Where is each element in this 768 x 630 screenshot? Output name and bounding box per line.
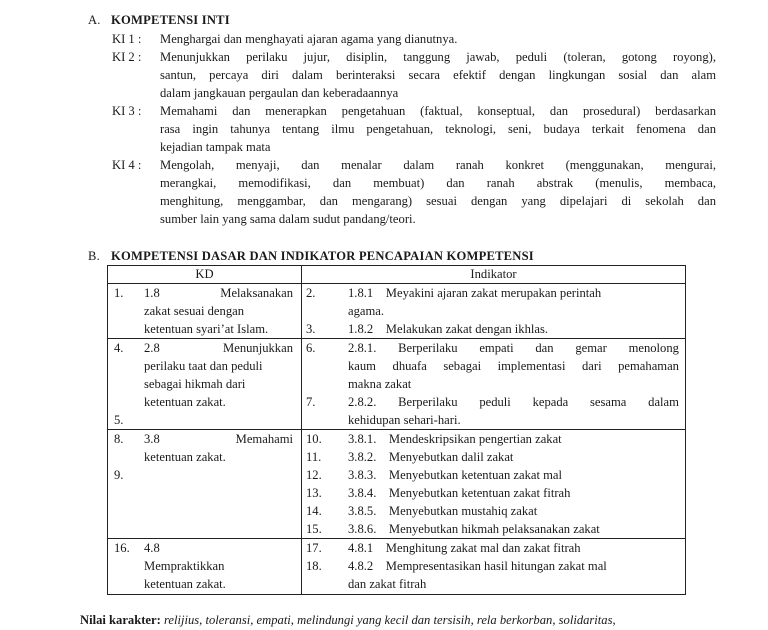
indikator-line — [302, 339, 685, 357]
ki-text-line: kejadian tampak mata — [160, 140, 271, 154]
indikator-number: 3. — [306, 322, 316, 336]
ki-text-line: Menghargai dan menghayati ajaran agama yang dianutnya. — [160, 32, 458, 46]
indikator-text-part: dalam — [648, 395, 679, 409]
kd-number: 9. — [114, 468, 124, 482]
indikator-text: 1.8.2 Melakukan zakat dengan ikhlas. — [348, 322, 549, 336]
indikator-text-part: 2.8.1. — [348, 341, 377, 355]
indikator-text: 3.8.1. Mendeskripsikan pengertian zakat — [348, 432, 562, 446]
ki-text — [160, 102, 716, 156]
indikator-number: 7. — [306, 395, 316, 409]
kd-text — [144, 411, 301, 429]
kd-text — [144, 430, 301, 448]
ki-label: KI 2 : — [112, 50, 142, 64]
nilai-text: relijius, toleransi, empati, melindungi yang kecil dan tersisih, rela berkorban, solidaritas, — [160, 613, 616, 627]
kd-cell — [108, 430, 302, 539]
indikator-line — [302, 448, 685, 466]
indikator-cell — [302, 430, 686, 539]
kd-text-part: Menunjukkan — [223, 341, 293, 355]
ki-text-line: dalam jangkauan pergaulan dan keberadaannya — [160, 86, 399, 100]
indikator-number: 18. — [306, 559, 322, 573]
indikator-line — [302, 520, 685, 538]
indikator-text: 4.8.2 Mempresentasikan hasil hitungan zakat mal — [348, 559, 607, 573]
indikator-text-part: Berperilaku — [398, 341, 458, 355]
indikator-line — [302, 320, 685, 338]
kd-line — [108, 375, 301, 393]
ki-text-line: Memahami dan menerapkan pengetahuan (faktual, konseptual, dan prosedural) berdasarkan — [160, 104, 716, 118]
indikator-line — [302, 484, 685, 502]
indikator-line — [302, 502, 685, 520]
ki-text-line: merangkai, memodifikasi, dan membuat) dan ranah abstrak (menulis, membaca, — [160, 176, 716, 190]
indikator-text: dan zakat fitrah — [348, 577, 427, 591]
kd-cell — [108, 284, 302, 339]
kd-text-part: 2.8 — [144, 341, 160, 355]
indikator-number — [302, 302, 348, 320]
indikator-line — [302, 557, 685, 575]
ki-label: KI 4 : — [112, 158, 142, 172]
kd-number — [108, 302, 144, 320]
ki-text — [160, 30, 716, 48]
kd-text: ketentuan zakat. — [144, 450, 226, 464]
indikator-text-part: 2.8.2. — [348, 395, 377, 409]
kd-line — [108, 539, 301, 557]
kd-line — [108, 466, 301, 484]
indikator-text: 1.8.1 Meyakini ajaran zakat merupakan perintah — [348, 286, 602, 300]
indikator-number — [302, 575, 348, 593]
kd-text: sebagai hikmah dari — [144, 377, 246, 391]
section-b-heading: KOMPETENSI DASAR DAN INDIKATOR PENCAPAIAN KOMPETENSI — [111, 249, 534, 263]
kd-number: 4. — [114, 341, 124, 355]
ki-text — [160, 156, 716, 228]
indikator-text: 3.8.3. Menyebutkan ketentuan zakat mal — [348, 468, 563, 482]
indikator-text: 4.8.1 Menghitung zakat mal dan zakat fitrah — [348, 541, 581, 555]
kd-text — [144, 284, 301, 302]
indikator-number — [302, 375, 348, 393]
kd-number — [108, 575, 144, 593]
indikator-line — [302, 375, 685, 393]
kd-number — [108, 557, 144, 575]
kd-text: 4.8 — [144, 541, 160, 555]
indikator-number: 10. — [306, 432, 322, 446]
ki-item — [112, 102, 716, 156]
kd-number: 16. — [114, 541, 130, 555]
indikator-number: 11. — [306, 450, 322, 464]
kd-text-part: Melaksanakan — [220, 286, 293, 300]
kd-text-part: Memahami — [235, 432, 293, 446]
indikator-number: 2. — [306, 286, 316, 300]
kd-line — [108, 448, 301, 466]
kd-number — [108, 357, 144, 375]
indikator-number — [302, 357, 348, 375]
indikator-text-part: menolong — [628, 341, 679, 355]
indikator-text-part: empati — [479, 341, 514, 355]
kd-line — [108, 357, 301, 375]
kd-number: 5. — [114, 413, 124, 427]
kd-line — [108, 339, 301, 357]
kd-line — [108, 393, 301, 411]
indikator-number: 12. — [306, 468, 322, 482]
kd-number: 1. — [114, 286, 124, 300]
ki-item — [112, 156, 716, 228]
indikator-cell — [302, 339, 686, 430]
kd-cell — [108, 539, 302, 595]
indikator-text-part: implementasi — [497, 359, 566, 373]
ki-text-line: menghitung, menggambar, dan mengarang) sesuai dengan yang dipelajari di sekolah dan — [160, 194, 716, 208]
ki-text-line: rasa ingin tahunya tentang ilmu pengetahuan, teknologi, seni, budaya terkait fenomena dan — [160, 122, 716, 136]
indikator-text: agama. — [348, 304, 385, 318]
table-row — [108, 339, 686, 430]
section-b-title — [88, 247, 534, 265]
indikator-text: kehidupan sehari-hari. — [348, 413, 461, 427]
indikator-number: 13. — [306, 486, 322, 500]
kd-line — [108, 575, 301, 593]
kd-text-part: 3.8 — [144, 432, 160, 446]
kd-number — [108, 393, 144, 411]
section-a-title — [88, 11, 230, 29]
ki-text-line: santun, percaya diri dalam berinteraksi secara efektif dengan lingkungan sosial dan alam — [160, 68, 716, 82]
indikator-text-part: peduli — [479, 395, 511, 409]
indikator-text-part: sebagai — [443, 359, 482, 373]
nilai-label: Nilai karakter: — [80, 613, 161, 627]
indikator-text — [348, 357, 685, 375]
kd-text: perilaku taat dan peduli — [144, 359, 263, 373]
indikator-text-part: pemahaman — [618, 359, 679, 373]
kd-number — [108, 448, 144, 466]
indikator-line — [302, 539, 685, 557]
ki-text-line: sumber lain yang sama dalam sudut pandang/teori. — [160, 212, 416, 226]
indikator-cell — [302, 284, 686, 339]
indikator-number: 17. — [306, 541, 322, 555]
indikator-line — [302, 302, 685, 320]
indikator-text — [348, 393, 685, 411]
kd-line — [108, 320, 301, 338]
kd-number: 8. — [114, 432, 124, 446]
ki-text-line: Menunjukkan perilaku jujur, disiplin, tanggung jawab, peduli (toleran, gotong royong), — [160, 50, 716, 64]
indikator-line — [302, 411, 685, 429]
kd-line — [108, 284, 301, 302]
indikator-text-part: dhuafa — [392, 359, 427, 373]
indikator-line — [302, 393, 685, 411]
indikator-line — [302, 466, 685, 484]
kd-line — [108, 302, 301, 320]
ki-item — [112, 48, 716, 102]
indikator-line — [302, 575, 685, 593]
indikator-number — [302, 411, 348, 429]
kd-cell — [108, 339, 302, 430]
indikator-text: 3.8.5. Menyebutkan mustahiq zakat — [348, 504, 538, 518]
indikator-line — [302, 284, 685, 302]
ki-text — [160, 48, 716, 102]
indikator-text-part: dari — [582, 359, 602, 373]
indikator-text-part: kepada — [532, 395, 569, 409]
kd-text: ketentuan syari’at Islam. — [144, 322, 269, 336]
kd-text-part: 1.8 — [144, 286, 160, 300]
indikator-text-part: gemar — [575, 341, 607, 355]
kd-line — [108, 557, 301, 575]
indikator-text-part: Berperilaku — [398, 395, 458, 409]
indikator-text-part: dan — [535, 341, 554, 355]
nilai-karakter — [80, 611, 616, 629]
table-row — [108, 284, 686, 339]
indikator-number: 14. — [306, 504, 322, 518]
kd-line — [108, 430, 301, 448]
indikator-number: 6. — [306, 341, 316, 355]
kd-text: ketentuan zakat. — [144, 577, 226, 591]
indikator-text-part: sesama — [590, 395, 627, 409]
kd-number — [108, 320, 144, 338]
section-b-letter: B. — [88, 249, 100, 263]
header-kd: KD — [108, 266, 302, 284]
section-a-letter: A. — [88, 13, 101, 27]
ki-item — [112, 30, 716, 48]
kd-line — [108, 411, 301, 429]
kd-indicator-table — [107, 265, 686, 595]
indikator-line — [302, 430, 685, 448]
ki-label: KI 3 : — [112, 104, 142, 118]
indikator-text-part: kaum — [348, 359, 376, 373]
indikator-text: makna zakat — [348, 377, 412, 391]
kd-text: zakat sesuai dengan — [144, 304, 245, 318]
kd-number — [108, 375, 144, 393]
indikator-text: 3.8.6. Menyebutkan hikmah pelaksanakan zakat — [348, 522, 600, 536]
kd-text — [144, 339, 301, 357]
header-indikator: Indikator — [302, 266, 686, 284]
section-a-heading: KOMPETENSI INTI — [111, 13, 230, 27]
indikator-number: 15. — [306, 522, 322, 536]
kd-text — [144, 466, 301, 484]
kd-text: Mempraktikkan — [144, 559, 225, 573]
indikator-text: 3.8.2. Menyebutkan dalil zakat — [348, 450, 514, 464]
table-row — [108, 430, 686, 539]
indikator-line — [302, 357, 685, 375]
table-header-row — [108, 266, 686, 284]
indikator-text — [348, 339, 685, 357]
ki-label: KI 1 : — [112, 32, 142, 46]
kd-text: ketentuan zakat. — [144, 395, 226, 409]
indikator-cell — [302, 539, 686, 595]
indikator-text: 3.8.4. Menyebutkan ketentuan zakat fitrah — [348, 486, 571, 500]
table-row — [108, 539, 686, 595]
table-body — [108, 284, 686, 595]
ki-text-line: Mengolah, menyaji, dan menalar dalam ranah konkret (menggunakan, mengurai, — [160, 158, 716, 172]
